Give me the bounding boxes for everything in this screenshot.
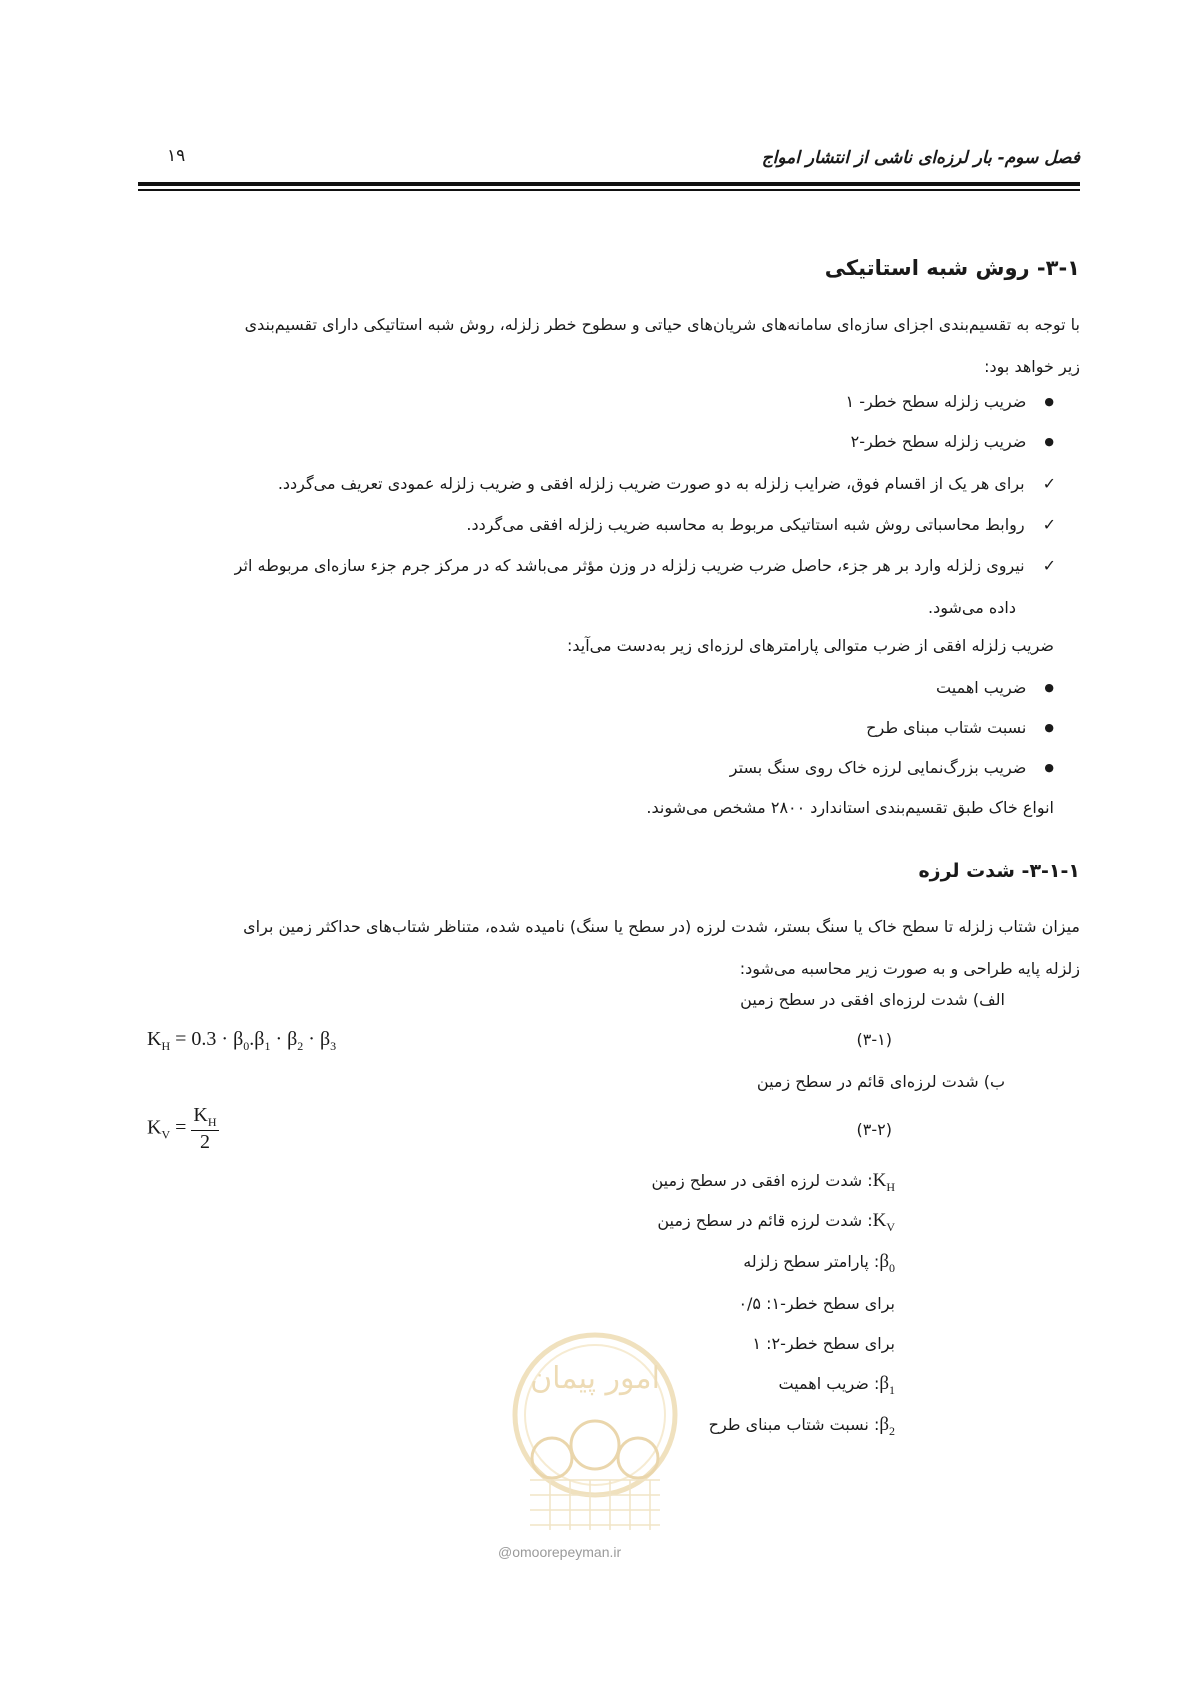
intro-paragraph	[140, 304, 1080, 388]
check-item: ✓ روابط محاسباتی روش شبه استاتیکی مربوط به محاسبه ضریب زلزله افقی می‌گردد.	[466, 515, 1056, 534]
page-number: ۱۹	[167, 146, 186, 166]
fraction: $\frac{K_H}{2}$	[193, 1104, 217, 1153]
equation-2-number: (۳-۲)	[856, 1120, 892, 1139]
definition-beta2: $\beta_2$: نسبت شتاب مبنای طرح	[708, 1414, 895, 1438]
chapter-title: فصل سوم- بار لرزه‌ای ناشی از انتشار امواج	[761, 148, 1080, 168]
list-item: ● ضریب زلزله سطح خطر- ۱	[846, 392, 1054, 411]
definition-beta0: $\beta_0$: پارامتر سطح زلزله	[743, 1251, 895, 1275]
watermark-logo	[490, 1320, 700, 1570]
header-rule-thin	[138, 189, 1080, 191]
equation-2: $K_V$ = $\frac{K_H}{2}$	[147, 1104, 217, 1153]
check-item: ✓ نیروی زلزله وارد بر هر جزء، حاصل ضرب ضریب زلزله در وزن مؤثر می‌باشد که در مرکز جرم جزء سازه‌ای مربوطه اثر	[235, 556, 1056, 575]
definition-beta1: $\beta_1$: ضریب اهمیت	[778, 1373, 895, 1397]
list-item: ● ضریب زلزله سطح خطر-۲	[851, 432, 1054, 451]
check-item-continuation: داده می‌شود.	[928, 598, 1016, 617]
intro-line-2: زیر خواهد بود:	[984, 357, 1080, 376]
header-rule-thick	[138, 182, 1080, 186]
intensity-line-1: میزان شتاب زلزله تا سطح خاک یا سنگ بستر، شدت لرزه (در سطح یا سنگ) نامیده شده، متناظر شتاب‌های حداکثر زمین برای	[243, 917, 1080, 936]
svg-text:امور پیمان: امور پیمان	[530, 1361, 660, 1396]
item-a-horizontal-intensity: الف) شدت لرزه‌ای افقی در سطح زمین	[740, 990, 1005, 1009]
coef-intro: ضریب زلزله افقی از ضرب متوالی پارامترهای لرزه‌ای زیر به‌دست می‌آید:	[566, 636, 1054, 655]
check-item: ✓ برای هر یک از اقسام فوق، ضرایب زلزله به دو صورت ضریب زلزله افقی و ضریب زلزله عمودی تعریف می‌گردد.	[278, 474, 1056, 493]
list-item: ● ضریب اهمیت	[936, 678, 1054, 697]
equation-1: $K_H = 0.3 \cdot \beta_0.\beta_1 \cdot \beta_2 \cdot \beta_3$	[147, 1028, 337, 1053]
level-1-value: برای سطح خطر-۱: ۰/۵	[738, 1294, 895, 1313]
soil-note: انواع خاک طبق تقسیم‌بندی استاندارد ۲۸۰۰ مشخص می‌شوند.	[646, 798, 1054, 817]
item-b-vertical-intensity: ب) شدت لرزه‌ای قائم در سطح زمین	[756, 1072, 1005, 1091]
definition-kv: $K_V$: شدت لرزه قائم در سطح زمین	[657, 1210, 895, 1234]
level-2-value: برای سطح خطر-۲: ۱	[752, 1334, 895, 1353]
definition-kh: $K_H$: شدت لرزه افقی در سطح زمین	[651, 1170, 895, 1194]
intensity-line-2: زلزله پایه طراحی و به صورت زیر محاسبه می‌شود:	[739, 959, 1080, 978]
watermark-emblem-icon	[490, 1320, 700, 1550]
list-item: ● ضریب بزرگ‌نمایی لرزه خاک روی سنگ بستر	[730, 758, 1054, 777]
intro-line-1: با توجه به تقسیم‌بندی اجزای سازه‌ای سامانه‌های شریان‌های حیاتی و سطوح خطر زلزله، روش شبه استاتیکی دارای تقسیم‌بندی	[244, 315, 1080, 334]
equation-1-number: (۳-۱)	[856, 1030, 892, 1049]
watermark-text: @omoorepeyman.ir	[498, 1544, 622, 1560]
section-heading: ۳-۱- روش شبه استاتیکی	[824, 256, 1080, 280]
list-item: ● نسبت شتاب مبنای طرح	[866, 718, 1054, 737]
subsection-heading: ۳-۱-۱- شدت لرزه	[918, 860, 1080, 882]
intensity-paragraph	[140, 906, 1080, 990]
